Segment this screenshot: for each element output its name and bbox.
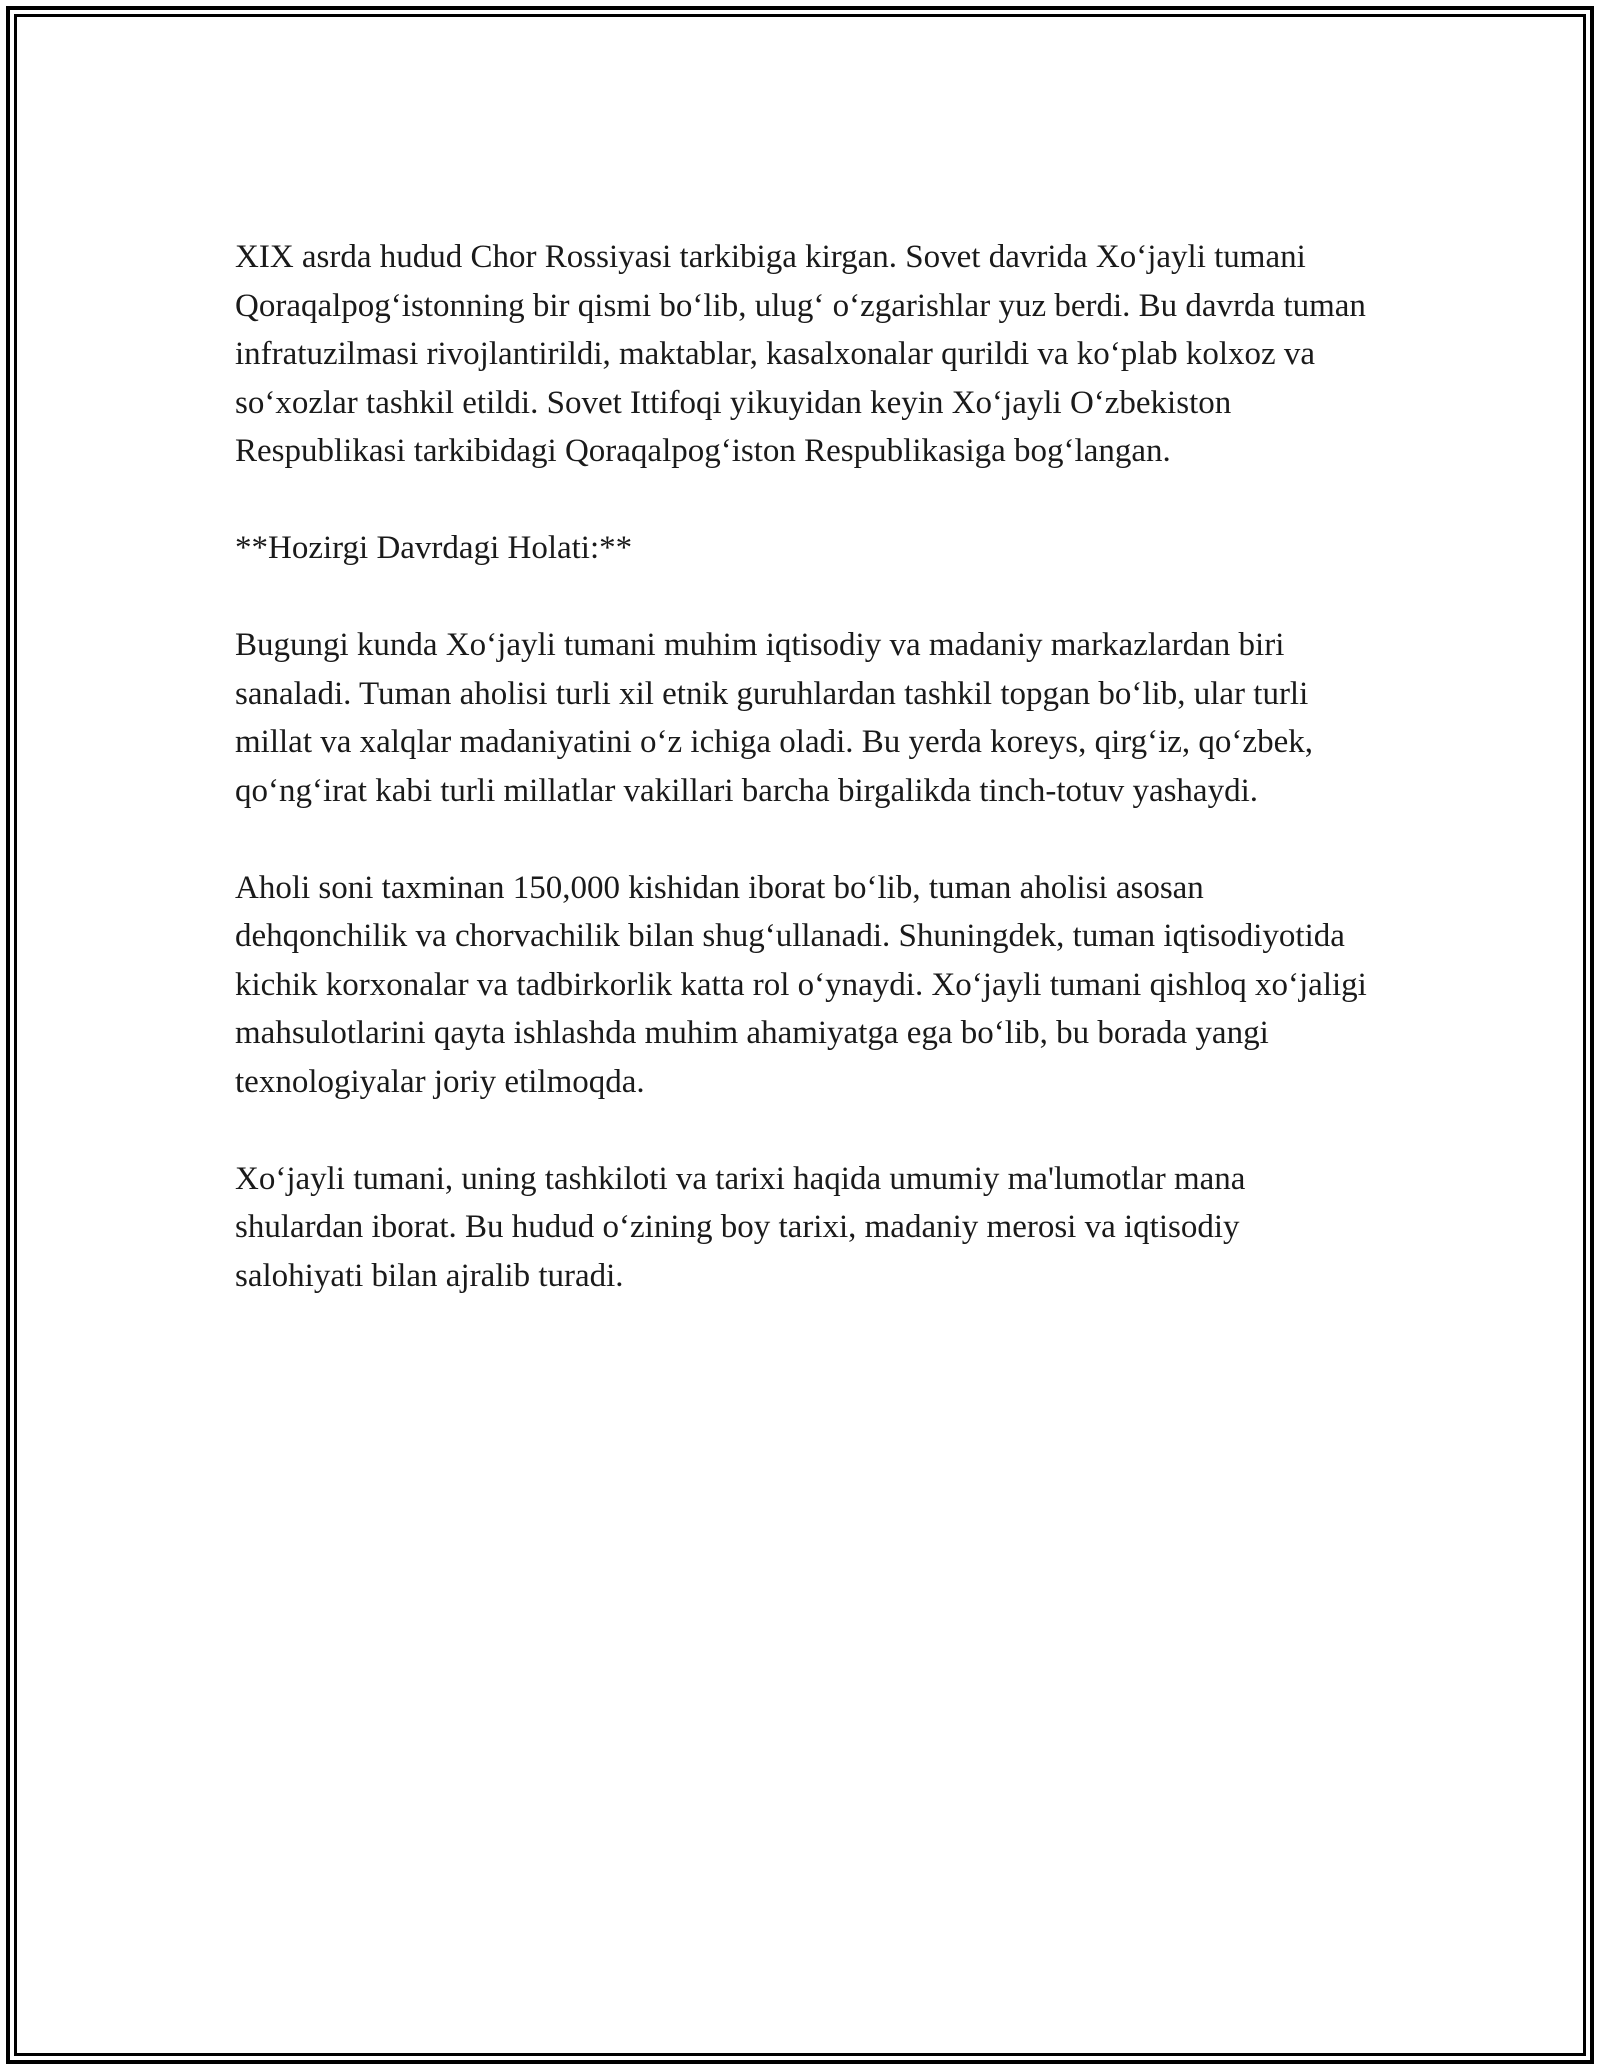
document-body	[235, 233, 1375, 1349]
paragraph-population-ethnic: Bugungi kunda Xo‘jayli tumani muhim iqtisodiy va madaniy markazlardan biri sanaladi. Tuman aholisi turli xil etnik guruhlardan tashkil topgan bo‘lib, ular turli millat va xalqlar madaniyatini o‘z ichiga oladi. Bu yerda koreys, qirg‘iz, qo‘zbek, qo‘ng‘irat kabi turli millatlar vakillari barcha birgalikda tinch-totuv yashaydi.	[235, 627, 1313, 809]
paragraph-economy: Aholi soni taxminan 150,000 kishidan iborat bo‘lib, tuman aholisi asosan dehqonchilik va chorvachilik bilan shug‘ullanadi. Shuningdek, tuman iqtisodiyotida kichik korxonalar va tadbirkorlik katta rol o‘ynaydi. Xo‘jayli tumani qishloq xo‘jaligi mahsulotlarini qayta ishlashda muhim ahamiyatga ega bo‘lib, bu borada yangi texnologiyalar joriy etilmoqda.	[235, 869, 1367, 1100]
section-heading-current-state: **Hozirgi Davrdagi Holati:**	[235, 530, 633, 566]
paragraph-conclusion: Xo‘jayli tumani, uning tashkiloti va tarixi haqida umumiy ma'lumotlar mana shulardan iborat. Bu hudud o‘zining boy tarixi, madaniy merosi va iqtisodiy salohiyati bilan ajralib turadi.	[235, 1160, 1246, 1294]
paragraph-history-soviet: XIX asrda hudud Chor Rossiyasi tarkibiga kirgan. Sovet davrida Xo‘jayli tumani Qoraqalpog‘istonning bir qismi bo‘lib, ulug‘ o‘zgarishlar yuz berdi. Bu davrda tuman infratuzilmasi rivojlantirildi, maktablar, kasalxonalar qurildi va ko‘plab kolxoz va so‘xozlar tashkil etildi. Sovet Ittifoqi yikuyidan keyin Xo‘jayli O‘zbekiston Respublikasi tarkibidagi Qoraqalpog‘iston Respublikasiga bog‘langan.	[235, 239, 1366, 469]
